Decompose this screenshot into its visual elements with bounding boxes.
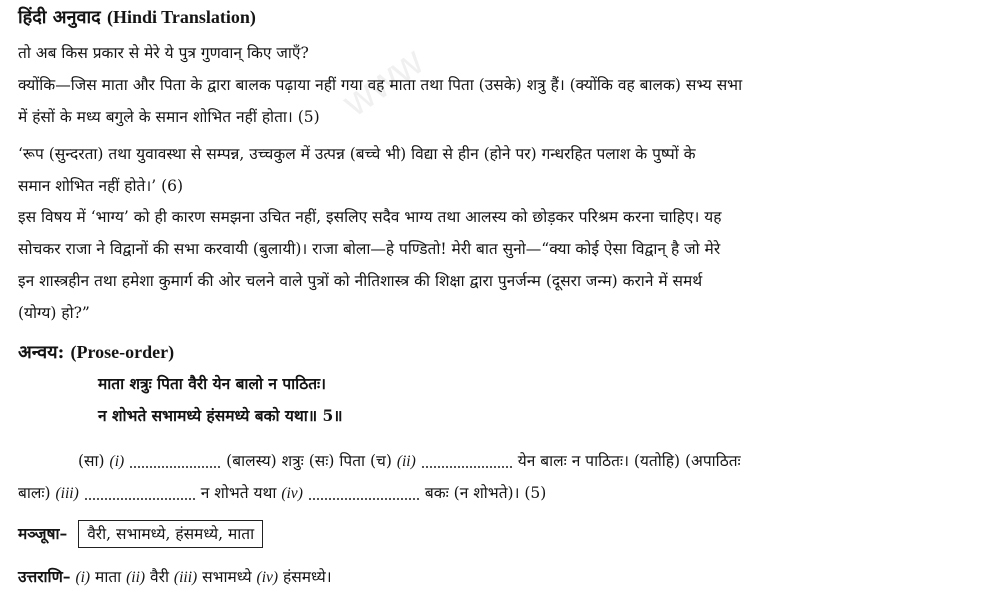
exercise-text: (बालस्य) शत्रुः (सः) पिता (च) bbox=[226, 452, 392, 470]
blank-marker-i: (i) bbox=[109, 453, 125, 470]
answers-label: उत्तराणि– bbox=[18, 567, 71, 586]
answer-text: सभामध्ये bbox=[202, 568, 252, 586]
exercise-line-1 bbox=[78, 450, 741, 473]
blank-dots bbox=[85, 488, 195, 500]
answer-number: (i) bbox=[75, 569, 91, 586]
answer-text: वैरी bbox=[150, 568, 169, 586]
exercise-text: (सा) bbox=[78, 452, 105, 470]
anvaya-title-english: (Prose-order) bbox=[70, 342, 175, 362]
blank-dots bbox=[422, 456, 512, 468]
translation-line-1: तो अब किस प्रकार से मेरे ये पुत्र गुणवान् किए जाएँ? bbox=[18, 44, 309, 62]
answer-number: (iii) bbox=[173, 569, 198, 586]
verse-line-1: माता शत्रुः पिता वैरी येन बालो न पाठितः। bbox=[98, 374, 327, 393]
translation-line-2: क्योंकि—जिस माता और पिता के द्वारा बालक पढ़ाया नहीं गया वह माता तथा पिता (उसके) शत्रु हैं। (क्योंकि वह बालक) सभ्य सभा bbox=[18, 76, 743, 94]
answer-text: हंसमध्ये। bbox=[282, 568, 332, 586]
exercise-line-2 bbox=[18, 482, 546, 505]
answers-row bbox=[18, 566, 332, 589]
exercise-text: बकः (न शोभते)। (5) bbox=[424, 484, 547, 502]
blank-marker-iii: (iii) bbox=[55, 485, 79, 502]
heading-hindi: हिंदी अनुवाद bbox=[18, 7, 101, 28]
translation-line-3: में हंसों के मध्य बगुले के समान शोभित नहीं होता। (5) bbox=[18, 108, 320, 126]
answer-text: माता bbox=[95, 568, 122, 586]
translation-line-7: सोचकर राजा ने विद्वानों की सभा करवायी (बुलायी)। राजा बोला—हे पण्डितो! मेरी बात सुनो—“क्या कोई ऐसा विद्वान् है जो मेरे bbox=[18, 240, 721, 258]
blank-marker-iv: (iv) bbox=[281, 485, 303, 502]
manjusha-row bbox=[18, 520, 263, 548]
translation-line-9: (योग्य) हो?” bbox=[18, 304, 90, 322]
verse-line-2: न शोभते सभामध्ये हंसमध्ये बको यथा॥ 5॥ bbox=[98, 406, 343, 425]
watermark: www bbox=[334, 39, 432, 125]
exercise-text: न शोभते यथा bbox=[200, 484, 277, 502]
blank-marker-ii: (ii) bbox=[396, 453, 416, 470]
anvaya-heading bbox=[18, 341, 174, 364]
manjusha-label: मञ्जूषा– bbox=[18, 524, 68, 543]
heading bbox=[18, 6, 256, 29]
answer-number: (ii) bbox=[126, 569, 146, 586]
answer-number: (iv) bbox=[256, 569, 279, 586]
exercise-text: येन बालः न पाठितः। (यतोहि) (अपाठितः bbox=[517, 452, 741, 470]
blank-dots bbox=[130, 456, 220, 468]
translation-line-8: इन शास्त्रहीन तथा हमेशा कुमार्ग की ओर चलने वाले पुत्रों को नीतिशास्त्र की शिक्षा द्वारा पुनर्जन्म (दूसरा जन्म) कराने में समर्थ bbox=[18, 272, 703, 290]
manjusha-word-box: वैरी, सभामध्ये, हंसमध्ये, माता bbox=[78, 520, 263, 548]
heading-english: (Hindi Translation) bbox=[106, 7, 256, 27]
translation-line-5: समान शोभित नहीं होते।’ (6) bbox=[18, 177, 184, 195]
anvaya-title-hindi: अन्वय: bbox=[18, 342, 65, 363]
blank-dots bbox=[309, 488, 419, 500]
exercise-text: बालः) bbox=[18, 484, 51, 502]
translation-line-6: इस विषय में ‘भाग्य’ को ही कारण समझना उचित नहीं, इसलिए सदैव भाग्य तथा आलस्य को छोड़कर परिश्रम करना चाहिए। यह bbox=[18, 208, 722, 226]
translation-line-4: ‘रूप (सुन्दरता) तथा युवावस्था से सम्पन्न, उच्चकुल में उत्पन्न (बच्चे भी) विद्या से हीन (होने पर) गन्धरहित पलाश के पुष्पों के bbox=[18, 145, 696, 163]
